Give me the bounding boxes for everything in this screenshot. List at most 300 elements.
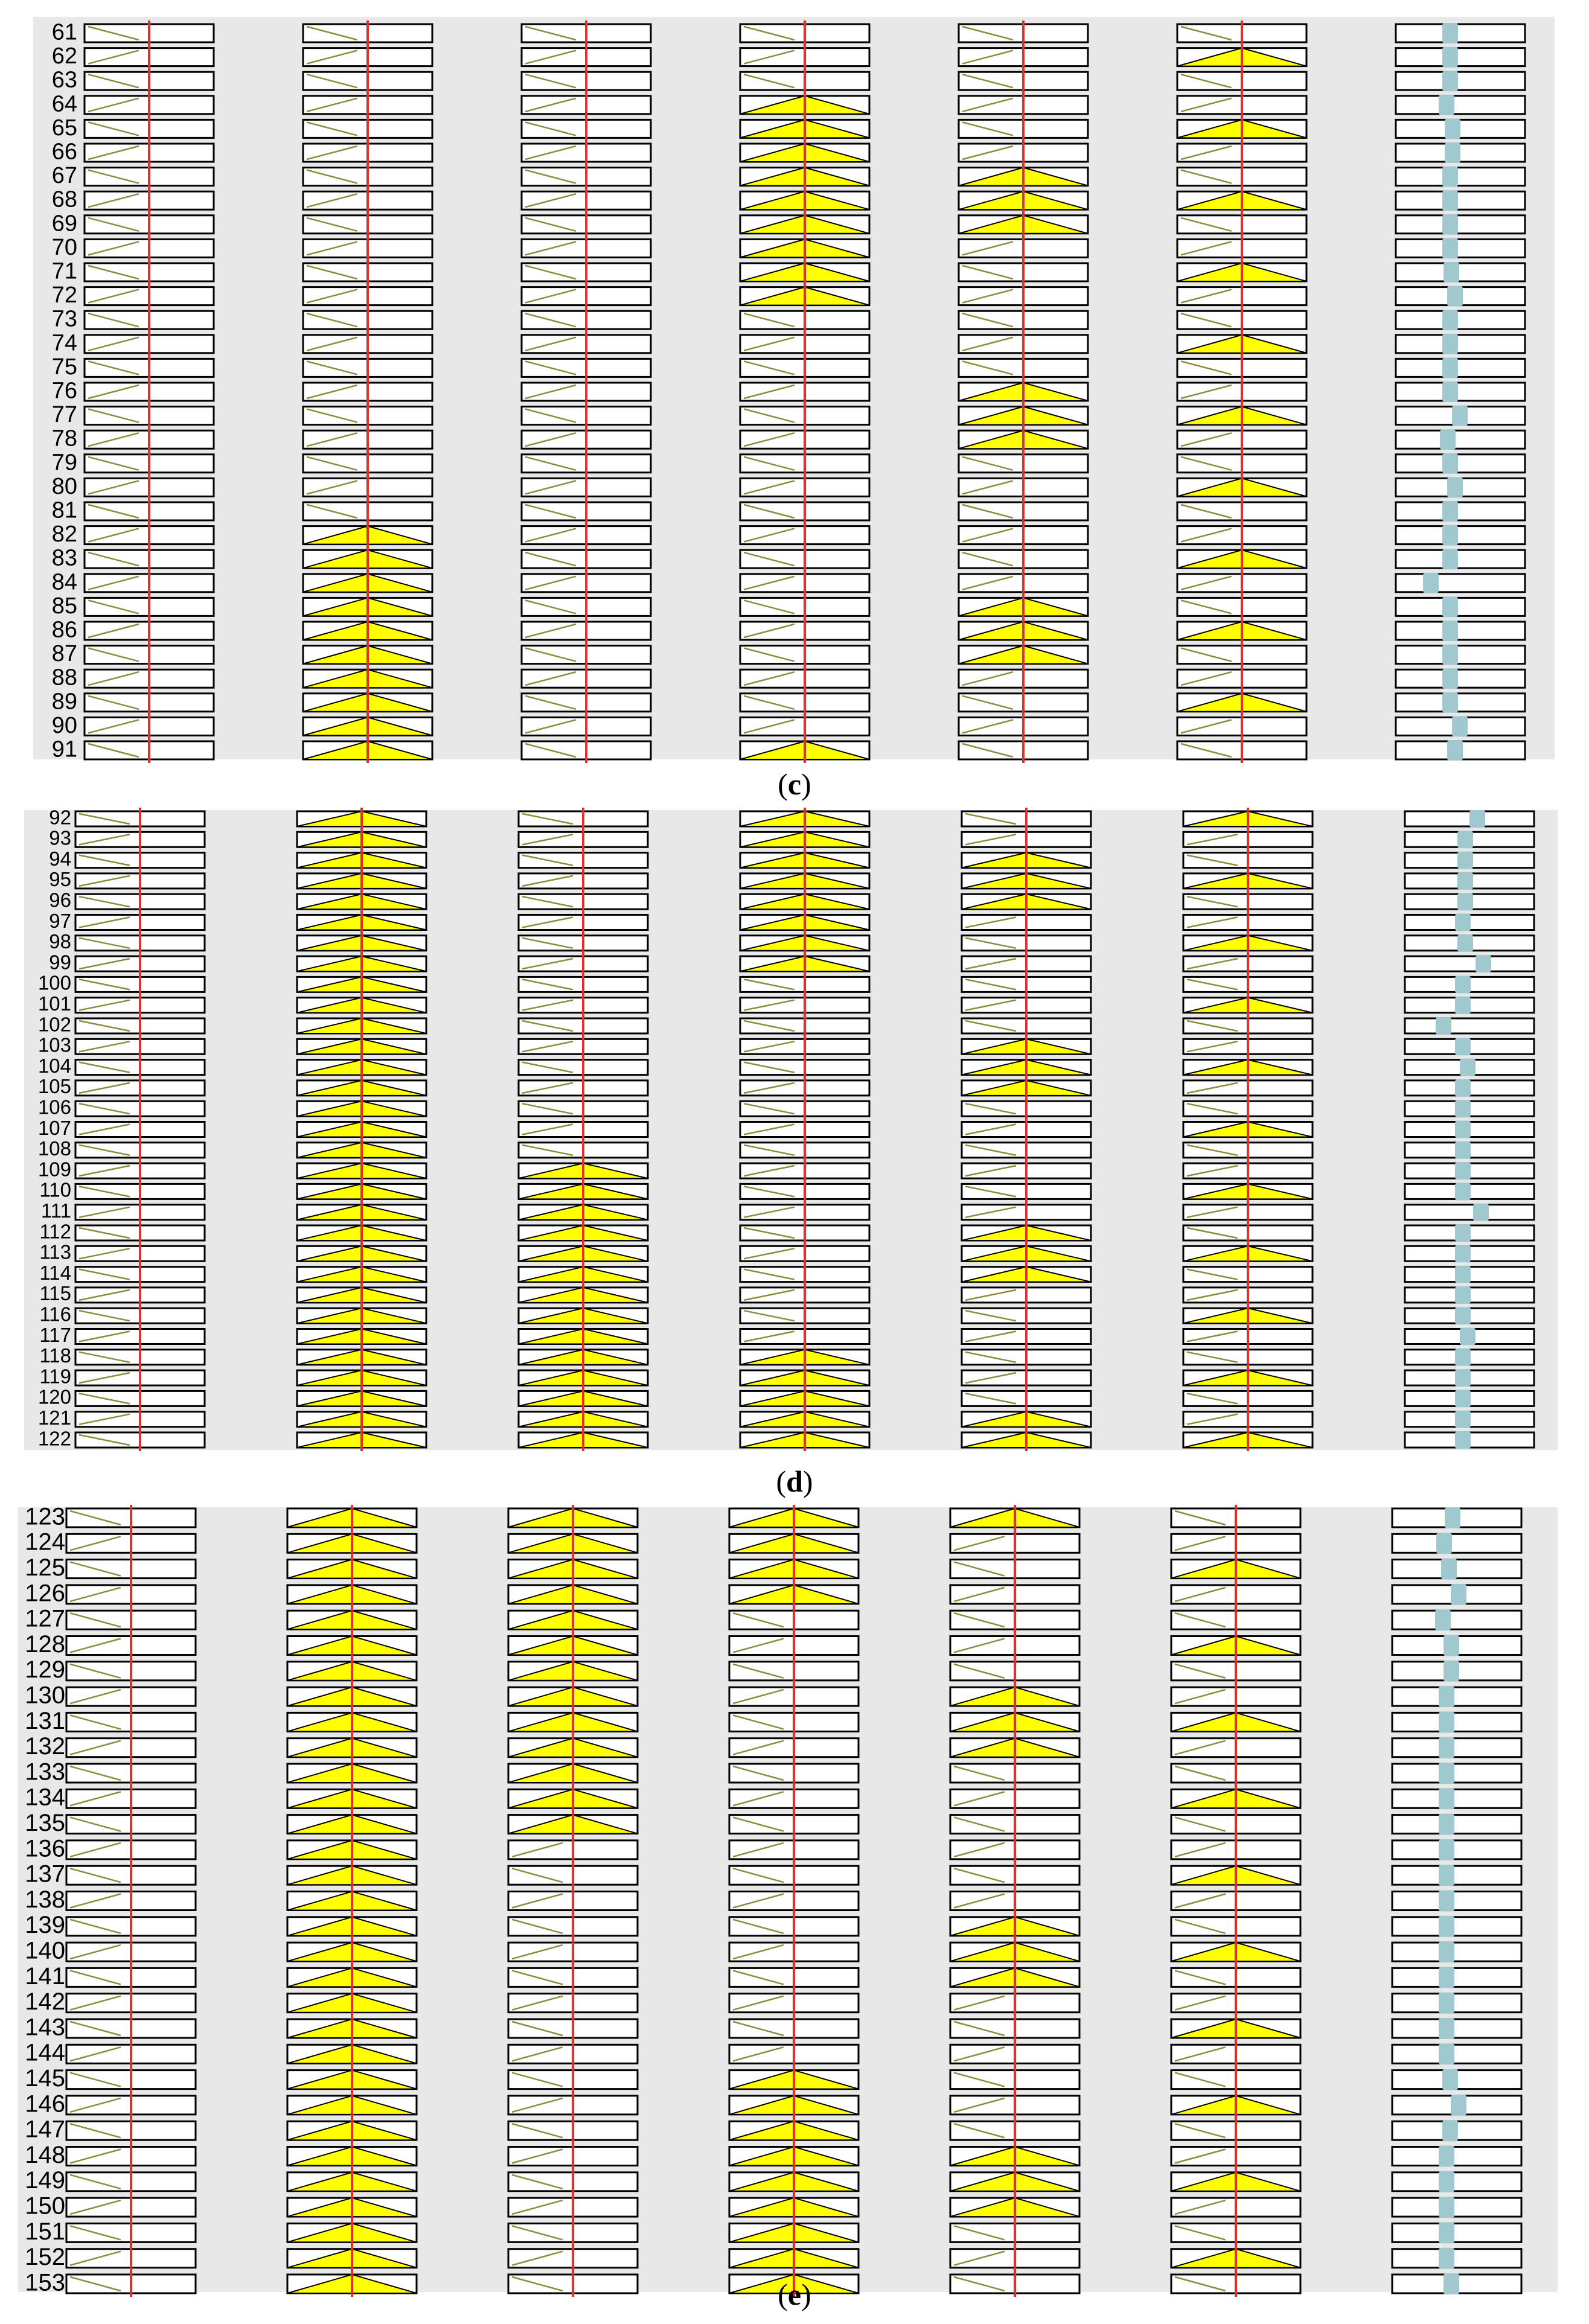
output-value-marker [1444, 1661, 1459, 1682]
box-frame [1392, 2147, 1521, 2166]
output-value-marker [1457, 872, 1473, 890]
rule-number-label: 84 [51, 569, 77, 595]
output-column [1405, 810, 1534, 1449]
rule-number-label: 106 [37, 1096, 71, 1119]
rule-number-label: 135 [25, 1809, 65, 1836]
membership-box [1405, 934, 1534, 952]
output-value-marker [1442, 167, 1458, 187]
membership-box [1405, 1286, 1534, 1304]
membership-box [1392, 2095, 1521, 2116]
rule-number-label: 80 [51, 473, 77, 499]
box-frame [1392, 1943, 1521, 1961]
membership-box [1396, 740, 1525, 761]
box-frame [1392, 1815, 1521, 1834]
output-value-marker [1439, 2043, 1454, 2064]
box-frame [1392, 1840, 1521, 1859]
rule-number-label: 102 [37, 1013, 71, 1036]
rule-number-label: 146 [25, 2090, 65, 2118]
box-frame [1405, 956, 1534, 971]
output-value-marker [1439, 2018, 1454, 2039]
box-frame [1396, 215, 1525, 234]
output-value-marker [1455, 1369, 1471, 1387]
box-frame [1396, 550, 1525, 568]
box-frame [1392, 2223, 1521, 2242]
box-frame [1392, 1713, 1521, 1731]
membership-box [1396, 453, 1525, 474]
output-column [1392, 1507, 1521, 2294]
output-value-marker [1445, 118, 1460, 139]
rule-number-label: 121 [37, 1406, 71, 1429]
rule-number-label: 73 [51, 306, 77, 332]
rule-number-label: 114 [39, 1261, 71, 1284]
box-frame [1405, 1018, 1534, 1033]
membership-box [1396, 549, 1525, 569]
rule-number-label: 138 [25, 1886, 65, 1913]
membership-box [1405, 1390, 1534, 1407]
output-value-marker [1439, 2248, 1454, 2269]
output-value-marker [1457, 934, 1473, 952]
box-frame [1396, 646, 1525, 664]
rule-number-label: 95 [49, 868, 71, 891]
rule-number-label: 126 [25, 1580, 65, 1607]
membership-box [1396, 525, 1525, 546]
rule-number-label: 81 [51, 497, 77, 523]
membership-box [1396, 23, 1525, 43]
output-value-marker [1455, 975, 1471, 993]
rule-number-label: 87 [51, 641, 77, 667]
input-column-4 [740, 21, 869, 763]
box-frame [1396, 335, 1525, 353]
output-value-marker [1452, 716, 1468, 736]
rule-number-label: 103 [37, 1033, 71, 1056]
caption-c: (c) [778, 767, 811, 801]
rule-number-label: 63 [51, 67, 77, 93]
membership-box [1392, 1941, 1521, 1962]
membership-box [1392, 1507, 1521, 1528]
rule-number-label: 96 [49, 889, 71, 911]
output-value-marker [1442, 549, 1458, 569]
input-column-4 [729, 1505, 858, 2297]
rule-number-label: 74 [51, 330, 77, 356]
rule-number-label: 91 [51, 736, 77, 762]
rule-viewer-panel-d [0, 803, 1589, 1461]
output-value-marker [1457, 852, 1473, 869]
rule-number-label: 124 [25, 1528, 65, 1556]
membership-box [1396, 573, 1525, 593]
rule-number-label: 62 [51, 43, 77, 69]
output-value-marker [1455, 1349, 1471, 1366]
output-value-marker [1439, 2197, 1454, 2218]
membership-box [1405, 1141, 1534, 1159]
rule-number-label: 67 [51, 163, 77, 189]
output-value-marker [1455, 1266, 1471, 1283]
box-frame [1392, 1994, 1521, 2013]
box-frame [1396, 191, 1525, 209]
box-frame [1396, 694, 1525, 712]
rule-number-label: 116 [39, 1303, 71, 1326]
box-frame [1392, 2172, 1521, 2191]
output-value-marker [1442, 501, 1458, 522]
membership-box [1392, 2248, 1521, 2269]
input-column-6 [1171, 1505, 1300, 2297]
output-value-marker [1440, 429, 1456, 450]
membership-box [1405, 1121, 1534, 1138]
rule-number-label: 125 [25, 1554, 65, 1581]
input-column-1 [75, 808, 205, 1451]
box-frame [1396, 359, 1525, 377]
output-value-marker [1442, 23, 1458, 43]
rule-number-label: 110 [39, 1178, 71, 1201]
membership-box [1405, 1224, 1534, 1242]
rule-number-label: 90 [51, 712, 77, 738]
box-frame [1396, 526, 1525, 544]
rule-number-label: 82 [51, 522, 77, 547]
rule-number-label: 69 [51, 211, 77, 237]
membership-box [1396, 645, 1525, 665]
rule-number-label: 141 [25, 1962, 65, 1990]
box-frame [1392, 1917, 1521, 1936]
membership-box [1405, 1266, 1534, 1283]
rule-number-label: 153 [25, 2269, 65, 2296]
membership-box [1392, 1839, 1521, 1860]
membership-box [1392, 1584, 1521, 1605]
membership-box [1405, 1059, 1534, 1076]
membership-box [1396, 621, 1525, 641]
output-value-marker [1455, 1141, 1471, 1159]
rule-number-label: 70 [51, 234, 77, 260]
rule-number-label: 150 [25, 2192, 65, 2220]
input-column-6 [1183, 808, 1312, 1451]
membership-box [1396, 190, 1525, 211]
output-value-marker [1451, 1584, 1466, 1605]
output-value-marker [1455, 1245, 1471, 1262]
rule-number-label: 148 [25, 2141, 65, 2168]
rule-number-label: 68 [51, 187, 77, 212]
membership-box [1392, 1711, 1521, 1732]
rule-number-label: 122 [37, 1427, 71, 1450]
membership-box [1396, 214, 1525, 235]
output-value-marker [1442, 71, 1458, 91]
rule-number-label: 75 [51, 354, 77, 380]
membership-box [1405, 1204, 1534, 1221]
rule-number-label: 131 [25, 1707, 65, 1734]
box-frame [1392, 1687, 1521, 1706]
rule-number-label: 132 [25, 1733, 65, 1760]
membership-box [1405, 1431, 1534, 1449]
output-value-marker [1455, 914, 1471, 931]
membership-box [1405, 1017, 1534, 1035]
rule-number-label: 136 [25, 1835, 65, 1862]
rule-number-label: 129 [25, 1656, 65, 1684]
box-frame [1396, 311, 1525, 329]
output-value-marker [1435, 1609, 1451, 1630]
output-value-marker [1439, 1711, 1454, 1732]
output-value-marker [1436, 1533, 1452, 1554]
rule-number-label: 117 [39, 1323, 71, 1346]
output-value-marker [1447, 286, 1463, 307]
membership-box [1405, 1349, 1534, 1366]
output-value-marker [1442, 238, 1458, 258]
box-frame [1396, 48, 1525, 66]
box-frame [1392, 1892, 1521, 1911]
input-column-3 [522, 21, 651, 763]
rule-number-label: 142 [25, 1988, 65, 2016]
rule-number-label: 134 [25, 1784, 65, 1811]
rule-number-label: 71 [51, 258, 77, 284]
membership-box [1396, 668, 1525, 689]
rule-number-label: 144 [25, 2039, 65, 2066]
membership-box [1392, 1661, 1521, 1682]
box-frame [1405, 1205, 1534, 1220]
membership-box [1396, 381, 1525, 402]
box-frame [1396, 455, 1525, 473]
membership-box [1405, 1038, 1534, 1055]
membership-box [1392, 1916, 1521, 1937]
input-column-5 [950, 1505, 1079, 2297]
membership-box [1392, 2146, 1521, 2167]
output-value-marker [1455, 1431, 1471, 1449]
rule-number-label: 100 [37, 971, 71, 994]
box-frame [1396, 168, 1525, 186]
rule-number-label: 101 [37, 992, 71, 1015]
membership-box [1392, 2069, 1521, 2090]
membership-box [1405, 1245, 1534, 1262]
rule-number-label: 113 [39, 1240, 71, 1263]
rule-number-label: 79 [51, 450, 77, 476]
box-frame [1392, 1866, 1521, 1885]
membership-box [1396, 310, 1525, 330]
rule-number-label: 78 [51, 426, 77, 452]
rule-number-label: 85 [51, 593, 77, 619]
membership-box [1405, 893, 1534, 910]
output-value-marker [1439, 1839, 1454, 1860]
input-column-1 [85, 21, 214, 763]
rule-number-label: 108 [37, 1137, 71, 1160]
output-value-marker [1439, 1788, 1454, 1809]
membership-box [1392, 1865, 1521, 1886]
membership-box [1396, 238, 1525, 258]
membership-box [1396, 692, 1525, 713]
membership-box [1396, 167, 1525, 187]
output-value-marker [1455, 1390, 1471, 1407]
output-value-marker [1442, 357, 1458, 378]
caption-e-letter: e [787, 2278, 802, 2311]
membership-box [1392, 2222, 1521, 2243]
rule-number-label: 140 [25, 1937, 65, 1964]
box-frame [1396, 96, 1525, 114]
membership-box [1392, 1891, 1521, 1912]
membership-box [1392, 1967, 1521, 1988]
membership-box [1405, 810, 1534, 828]
rule-number-label: 88 [51, 665, 77, 691]
output-value-marker [1452, 406, 1468, 426]
membership-box [1405, 1183, 1534, 1200]
membership-box [1405, 1162, 1534, 1180]
rule-number-label: 92 [49, 806, 71, 829]
input-column-3 [508, 1505, 638, 2297]
caption-c-letter: c [787, 767, 802, 801]
output-value-marker [1439, 95, 1454, 115]
rule-number-label: 145 [25, 2064, 65, 2092]
box-frame [1392, 1534, 1521, 1553]
membership-box [1405, 831, 1534, 848]
output-value-marker [1423, 573, 1439, 593]
output-value-marker [1455, 1100, 1471, 1117]
input-column-5 [959, 21, 1088, 763]
rule-number-label: 128 [25, 1630, 65, 1658]
input-column-1 [66, 1505, 196, 2297]
rule-number-label: 64 [51, 91, 77, 117]
output-value-marker [1442, 692, 1458, 713]
membership-box [1392, 1533, 1521, 1554]
membership-box [1396, 596, 1525, 617]
membership-box [1396, 429, 1525, 450]
membership-box [1396, 406, 1525, 426]
box-frame [1396, 622, 1525, 640]
box-frame [1396, 383, 1525, 401]
output-value-marker [1444, 262, 1459, 283]
rule-number-label: 65 [51, 115, 77, 141]
membership-box [1396, 501, 1525, 522]
membership-box [1405, 1100, 1534, 1117]
output-value-marker [1439, 1814, 1454, 1835]
output-column [1396, 23, 1525, 761]
rule-number-label: 118 [39, 1344, 71, 1367]
output-value-marker [1451, 2095, 1466, 2116]
membership-box [1405, 872, 1534, 890]
membership-box [1392, 2197, 1521, 2218]
output-value-marker [1442, 214, 1458, 235]
rule-number-label: 61 [51, 19, 77, 45]
input-column-2 [297, 808, 426, 1451]
box-frame [1392, 1611, 1521, 1629]
output-value-marker [1442, 47, 1458, 68]
output-value-marker [1439, 1916, 1454, 1937]
box-frame [1392, 1968, 1521, 1987]
rule-number-label: 112 [39, 1220, 71, 1243]
output-value-marker [1455, 1286, 1471, 1304]
output-value-marker [1455, 1411, 1471, 1428]
output-value-marker [1455, 997, 1471, 1014]
rule-number-label: 105 [37, 1075, 71, 1098]
membership-box [1392, 1686, 1521, 1707]
box-frame [1405, 811, 1534, 826]
box-frame [1392, 1764, 1521, 1783]
membership-box [1392, 1635, 1521, 1656]
output-value-marker [1444, 1635, 1459, 1656]
output-value-marker [1445, 142, 1460, 163]
membership-box [1405, 997, 1534, 1014]
membership-box [1396, 334, 1525, 354]
membership-box [1392, 1737, 1521, 1758]
membership-box [1396, 716, 1525, 736]
output-value-marker [1460, 1328, 1476, 1346]
rule-number-label: 152 [25, 2244, 65, 2271]
membership-box [1392, 1814, 1521, 1835]
output-value-marker [1441, 1559, 1457, 1580]
output-value-marker [1442, 2120, 1458, 2141]
membership-box [1405, 1328, 1534, 1346]
membership-box [1392, 1993, 1521, 2014]
rule-number-label: 107 [37, 1116, 71, 1139]
rule-number-label: 111 [40, 1199, 71, 1222]
membership-box [1405, 852, 1534, 869]
output-value-marker [1457, 831, 1473, 848]
output-value-marker [1457, 893, 1473, 910]
output-value-marker [1455, 1121, 1471, 1138]
input-column-2 [287, 1505, 417, 2297]
box-frame [1396, 72, 1525, 90]
output-value-marker [1455, 1162, 1471, 1180]
output-value-marker [1455, 1307, 1471, 1324]
box-frame [1392, 1789, 1521, 1808]
rule-number-label: 98 [49, 930, 71, 953]
box-frame [1396, 502, 1525, 520]
output-value-marker [1473, 1204, 1489, 1221]
output-value-marker [1442, 453, 1458, 474]
membership-box [1392, 2120, 1521, 2141]
membership-box [1405, 1369, 1534, 1387]
rule-number-label: 86 [51, 617, 77, 643]
rule-number-label: 119 [39, 1365, 71, 1388]
rule-number-label: 97 [49, 909, 71, 932]
rule-number-label: 76 [51, 378, 77, 404]
box-frame [1392, 2045, 1521, 2063]
output-value-marker [1439, 2222, 1454, 2243]
output-value-marker [1460, 1059, 1476, 1076]
membership-box [1405, 955, 1534, 972]
output-value-marker [1439, 2146, 1454, 2167]
output-value-marker [1439, 1941, 1454, 1962]
caption-e: (e) [778, 2278, 811, 2311]
membership-box [1405, 1411, 1534, 1428]
membership-box [1405, 914, 1534, 931]
output-value-marker [1439, 1686, 1454, 1707]
rule-number-label: 149 [25, 2167, 65, 2194]
box-frame [1392, 2019, 1521, 2038]
output-value-marker [1455, 1183, 1471, 1200]
caption-d: (d) [776, 1464, 813, 1498]
membership-box [1405, 975, 1534, 993]
input-column-6 [1177, 21, 1306, 763]
output-value-marker [1442, 310, 1458, 330]
box-frame [1396, 239, 1525, 257]
membership-box [1396, 357, 1525, 378]
membership-box [1392, 2018, 1521, 2039]
output-value-marker [1442, 381, 1458, 402]
input-column-4 [740, 808, 869, 1451]
input-column-5 [962, 808, 1091, 1451]
membership-box [1405, 1307, 1534, 1324]
rule-number-label: 137 [25, 1860, 65, 1888]
output-value-marker [1436, 1017, 1451, 1035]
output-value-marker [1442, 668, 1458, 689]
rule-number-label: 139 [25, 1912, 65, 1939]
output-value-marker [1455, 1224, 1471, 1242]
rule-number-label: 133 [25, 1758, 65, 1786]
membership-box [1396, 142, 1525, 163]
membership-box [1392, 2171, 1521, 2192]
output-value-marker [1442, 190, 1458, 211]
output-value-marker [1447, 740, 1463, 761]
rule-number-label: 104 [37, 1054, 71, 1077]
output-value-marker [1455, 1038, 1471, 1055]
box-frame [1392, 1738, 1521, 1757]
output-value-marker [1445, 1507, 1460, 1528]
output-value-marker [1442, 2069, 1458, 2090]
output-value-marker [1439, 1891, 1454, 1912]
membership-box [1392, 1609, 1521, 1630]
